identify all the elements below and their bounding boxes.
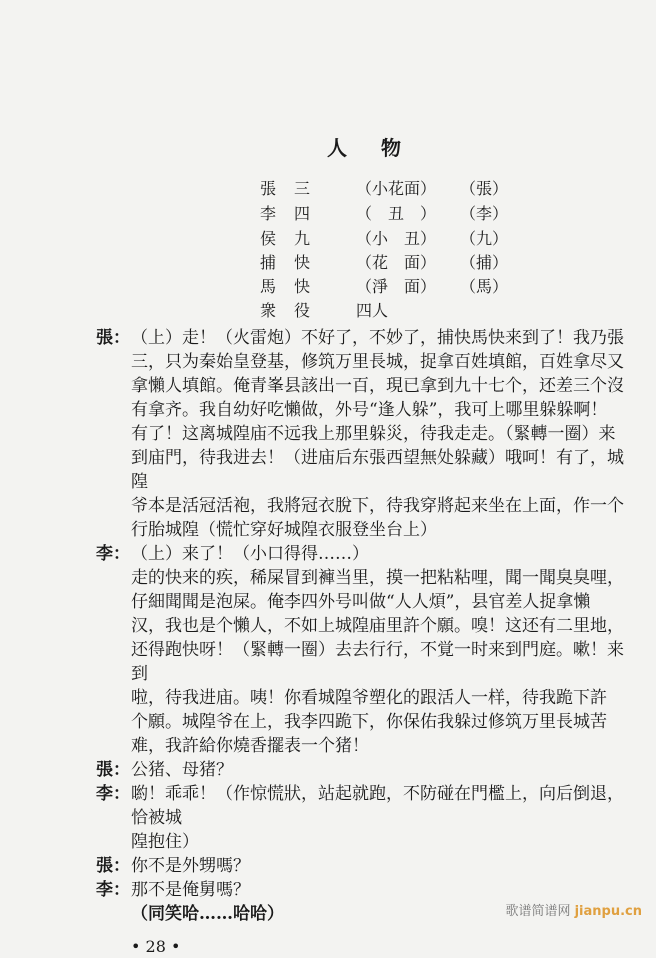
text-line: 公猪、母猪？ <box>131 760 233 780</box>
cast-abbr: （馬） <box>460 277 509 296</box>
speaker-label: 李： <box>96 784 130 804</box>
text-line: 隍抱住） <box>131 832 199 852</box>
speech-zhang <box>96 326 636 542</box>
text-line: 行胎城隍（慌忙穿好城隍衣服登坐台上） <box>131 520 437 540</box>
page-title: 人物 <box>327 136 435 160</box>
speech-content <box>131 782 636 854</box>
cast-name: 捕快 <box>260 253 329 272</box>
text-line: 走的快来的疾，稀屎冒到褲当里，摸一把粘粘哩，聞一聞臭臭哩， <box>131 568 624 588</box>
cast-abbr: （九） <box>460 229 509 248</box>
cast-row <box>260 203 520 225</box>
speaker-label: 張： <box>96 856 130 876</box>
watermark <box>505 900 642 919</box>
text-line: 个願。城隍爷在上，我李四跪下，你保佑我躲过修筑万里長城苦 <box>131 712 607 732</box>
cast-role: 四人 <box>356 301 389 320</box>
text-line: （上）来了！（小口得得……） <box>131 544 369 564</box>
cast-row <box>260 228 520 250</box>
watermark-en: jianpu.cn <box>574 904 642 919</box>
cast-row <box>260 252 520 274</box>
text-line: 有了！这离城隍庙不远我上那里躲災，待我走走。（緊轉一圈）来 <box>131 424 616 444</box>
cast-role: （ 丑 ） <box>356 204 437 223</box>
page-number: • 28 • <box>131 937 181 956</box>
cast-row <box>260 276 520 298</box>
cast-row <box>260 178 520 200</box>
text-line: 汉，我也是个懶人，不如上城隍庙里許个願。嗅！这还有二里地， <box>131 616 624 636</box>
speech-zhang <box>96 854 636 878</box>
cast-row <box>260 300 520 322</box>
speaker-label: 張： <box>96 328 130 348</box>
watermark-cn: 歌谱简谱网 <box>505 904 571 919</box>
cast-name: 馬快 <box>260 277 329 296</box>
speech-content <box>131 854 636 878</box>
text-line: 到庙門，待我进去！（进庙后东張西望無处躲藏）哦呵！有了，城隍 <box>131 448 624 492</box>
text-line: 你不是外甥嗎？ <box>131 856 250 876</box>
text-line: 爷本是活冠活袍，我將冠衣脫下，待我穿將起来坐在上面，作一个 <box>131 496 624 516</box>
cast-name: 張三 <box>260 179 329 198</box>
stage-direction: （同笑哈……哈哈） <box>131 904 284 924</box>
cast-role: （花 面） <box>356 253 437 272</box>
speaker-label: 李： <box>96 544 130 564</box>
text-line: 还得跑快呀！（緊轉一圈）去去行行，不覚一时来到門庭。嗽！来到 <box>131 640 624 684</box>
text-line: 喲！乖乖！（作惊慌狀，站起就跑，不防碰在門檻上，向后倒退，恰被城 <box>131 784 624 828</box>
cast-name: 衆役 <box>260 301 329 320</box>
speech-li <box>96 542 636 758</box>
cast-abbr: （捕） <box>460 253 509 272</box>
text-line: 有拿齐。我自幼好吃懶做，外号“逢人躲”，我可上哪里躲躲啊！ <box>131 400 608 420</box>
cast-role: （小 丑） <box>356 229 437 248</box>
cast-name: 侯九 <box>260 229 329 248</box>
speech-content <box>131 542 636 758</box>
text-line: （上）走！（火雷炮）不好了，不妙了，捕快馬快来到了！我乃張 <box>131 328 624 348</box>
cast-role: （淨 面） <box>356 277 437 296</box>
cast-abbr: （李） <box>460 204 509 223</box>
text-line: 那不是俺舅嗎？ <box>131 880 250 900</box>
text-line: 啦，待我进庙。咦！你看城隍爷塑化的跟活人一样，待我跪下許 <box>131 688 607 708</box>
text-line: 难，我許給你燒香擺表一个猪！ <box>131 736 369 756</box>
speech-content <box>131 878 636 902</box>
text-line: 仔細聞聞是泡屎。俺李四外号叫做“人人煩”，县官差人捉拿懶 <box>131 592 591 612</box>
cast-abbr: （張） <box>460 179 509 198</box>
text-line: 拿懶人填館。俺青峯县該出一百，現已拿到九十七个，还差三个沒 <box>131 376 624 396</box>
speech-zhang <box>96 758 636 782</box>
speaker-label: 李： <box>96 880 130 900</box>
speech-content <box>131 326 636 542</box>
speaker-label: 張： <box>96 760 130 780</box>
speech-content <box>131 758 636 782</box>
speech-li <box>96 782 636 854</box>
cast-name: 李四 <box>260 204 329 223</box>
text-line: 三，只为秦始皇登基，修筑万里長城，捉拿百姓填館，百姓拿尽又 <box>131 352 624 372</box>
dialogue-body <box>96 326 636 958</box>
speech-li <box>96 878 636 902</box>
cast-role: （小花面） <box>356 179 437 198</box>
